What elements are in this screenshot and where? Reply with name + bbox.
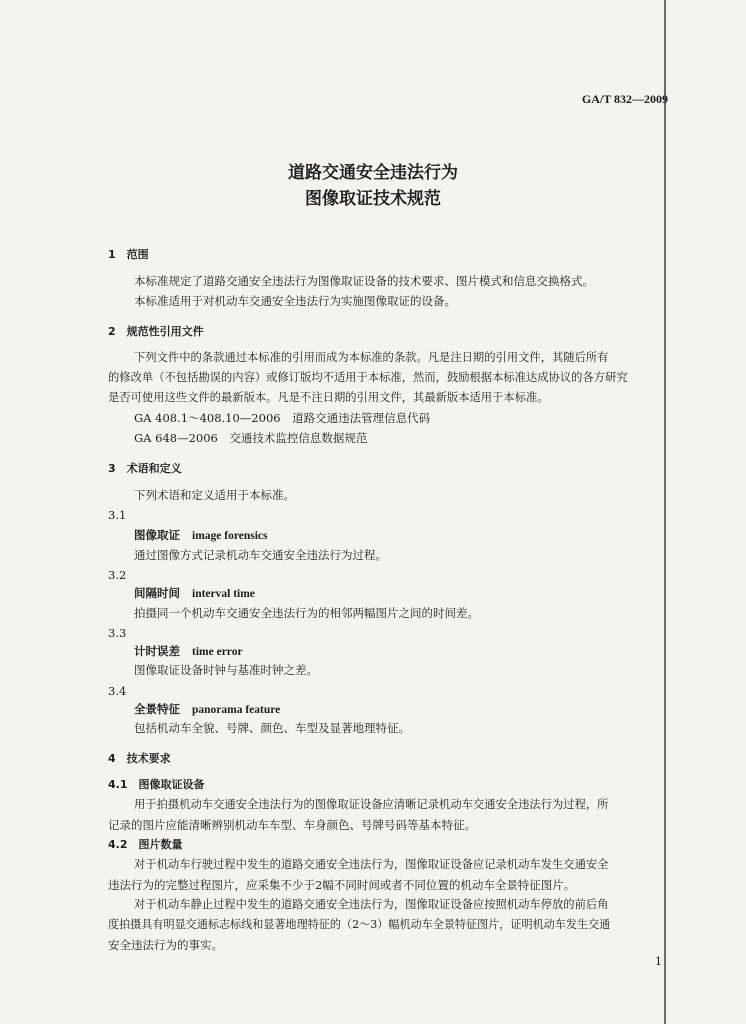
- term-definition: 拍摄同一个机动车交通安全违法行为的相邻两幅图片之间的时间差。: [134, 606, 479, 620]
- page-edge-divider: [664, 0, 666, 1024]
- section-4-1-line-1: 用于拍摄机动车交通安全违法行为的图像取证设备应清晰记录机动车交通安全违法行为过程，所: [134, 798, 609, 811]
- term-heading: [134, 701, 280, 718]
- term-number: 3.3: [108, 626, 127, 640]
- standard-code: GA/T 832—2009: [581, 92, 668, 106]
- section-2-paragraph-line-3: 是否可使用这些文件的最新版本。凡是不注日期的引用文件，其最新版本适用于本标准。: [108, 391, 549, 404]
- term-chinese: 全景特征: [134, 702, 180, 716]
- term-definition: 图像取证设备时钟与基准时钟之差。: [134, 663, 318, 677]
- section-4-2-para-1-line-2: 违法行为的完整过程图片，应采集不少于2幅不同时间或者不同位置的机动车全景特征图片。: [108, 878, 576, 892]
- section-4-1-heading: 4.1 图像取证设备: [108, 778, 205, 791]
- term-heading: [134, 585, 255, 602]
- section-4-2-para-2-line-1: 对于机动车静止过程中发生的道路交通安全违法行为，图像取证设备应按照机动车停放的前后角: [134, 898, 609, 911]
- term-heading: [134, 643, 243, 660]
- document-title-line-1: 道路交通安全违法行为: [288, 163, 458, 183]
- term-chinese: 计时误差: [134, 644, 180, 658]
- section-2-heading: 2 规范性引用文件: [108, 325, 204, 338]
- section-4-2-para-2-line-3: 安全违法行为的事实。: [108, 938, 223, 952]
- section-1-paragraph-1: 本标准规定了道路交通安全违法行为图像取证设备的技术要求、图片模式和信息交换格式。: [134, 274, 594, 288]
- section-4-2-heading: 4.2 图片数量: [108, 838, 183, 851]
- term-english: time error: [192, 646, 243, 658]
- term-english: panorama feature: [192, 704, 281, 716]
- section-4-1-line-2: 记录的图片应能清晰辨别机动车车型、车身颜色、号牌号码等基本特征。: [108, 818, 476, 832]
- reference-2: GA 648—2006 交通技术监控信息数据规范: [134, 431, 368, 445]
- term-chinese: 图像取证: [134, 528, 180, 542]
- page-number: 1: [655, 955, 662, 968]
- term-definition: 通过图像方式记录机动车交通安全违法行为过程。: [134, 548, 387, 562]
- section-3-intro: 下列术语和定义适用于本标准。: [134, 488, 295, 502]
- term-number: 3.2: [108, 568, 127, 582]
- term-definition: 包括机动车全貌、号牌、颜色、车型及显著地理特征。: [134, 721, 410, 735]
- section-3-heading: 3 术语和定义: [108, 462, 182, 475]
- term-chinese: 间隔时间: [134, 586, 180, 600]
- section-2-paragraph-line-1: 下列文件中的条款通过本标准的引用而成为本标准的条款。凡是注日期的引用文件，其随后所有: [134, 351, 609, 364]
- section-4-2-para-1-line-1: 对于机动车行驶过程中发生的道路交通安全违法行为，图像取证设备应记录机动车发生交通安全: [134, 858, 609, 871]
- section-4-heading: 4 技术要求: [108, 752, 171, 765]
- term-number: 3.1: [108, 508, 127, 522]
- section-4-2-para-2-line-2: 度拍摄具有明显交通标志标线和显著地理特征的（2～3）幅机动车全景特征图片，证明机动车发生交通: [108, 918, 611, 931]
- term-english: interval time: [192, 588, 255, 600]
- section-2-paragraph-line-2: 的修改单（不包括勘误的内容）或修订版均不适用于本标准，然而，鼓励根据本标准达成协议的各方研究: [108, 371, 628, 384]
- reference-1: GA 408.1～408.10—2006 道路交通违法管理信息代码: [134, 411, 431, 425]
- term-number: 3.4: [108, 684, 127, 698]
- section-1-paragraph-2: 本标准适用于对机动车交通安全违法行为实施图像取证的设备。: [134, 294, 456, 308]
- document-title-line-2: 图像取证技术规范: [305, 189, 441, 209]
- term-heading: [134, 527, 267, 544]
- section-1-heading: 1 范围: [108, 248, 149, 261]
- term-english: image forensics: [192, 530, 268, 542]
